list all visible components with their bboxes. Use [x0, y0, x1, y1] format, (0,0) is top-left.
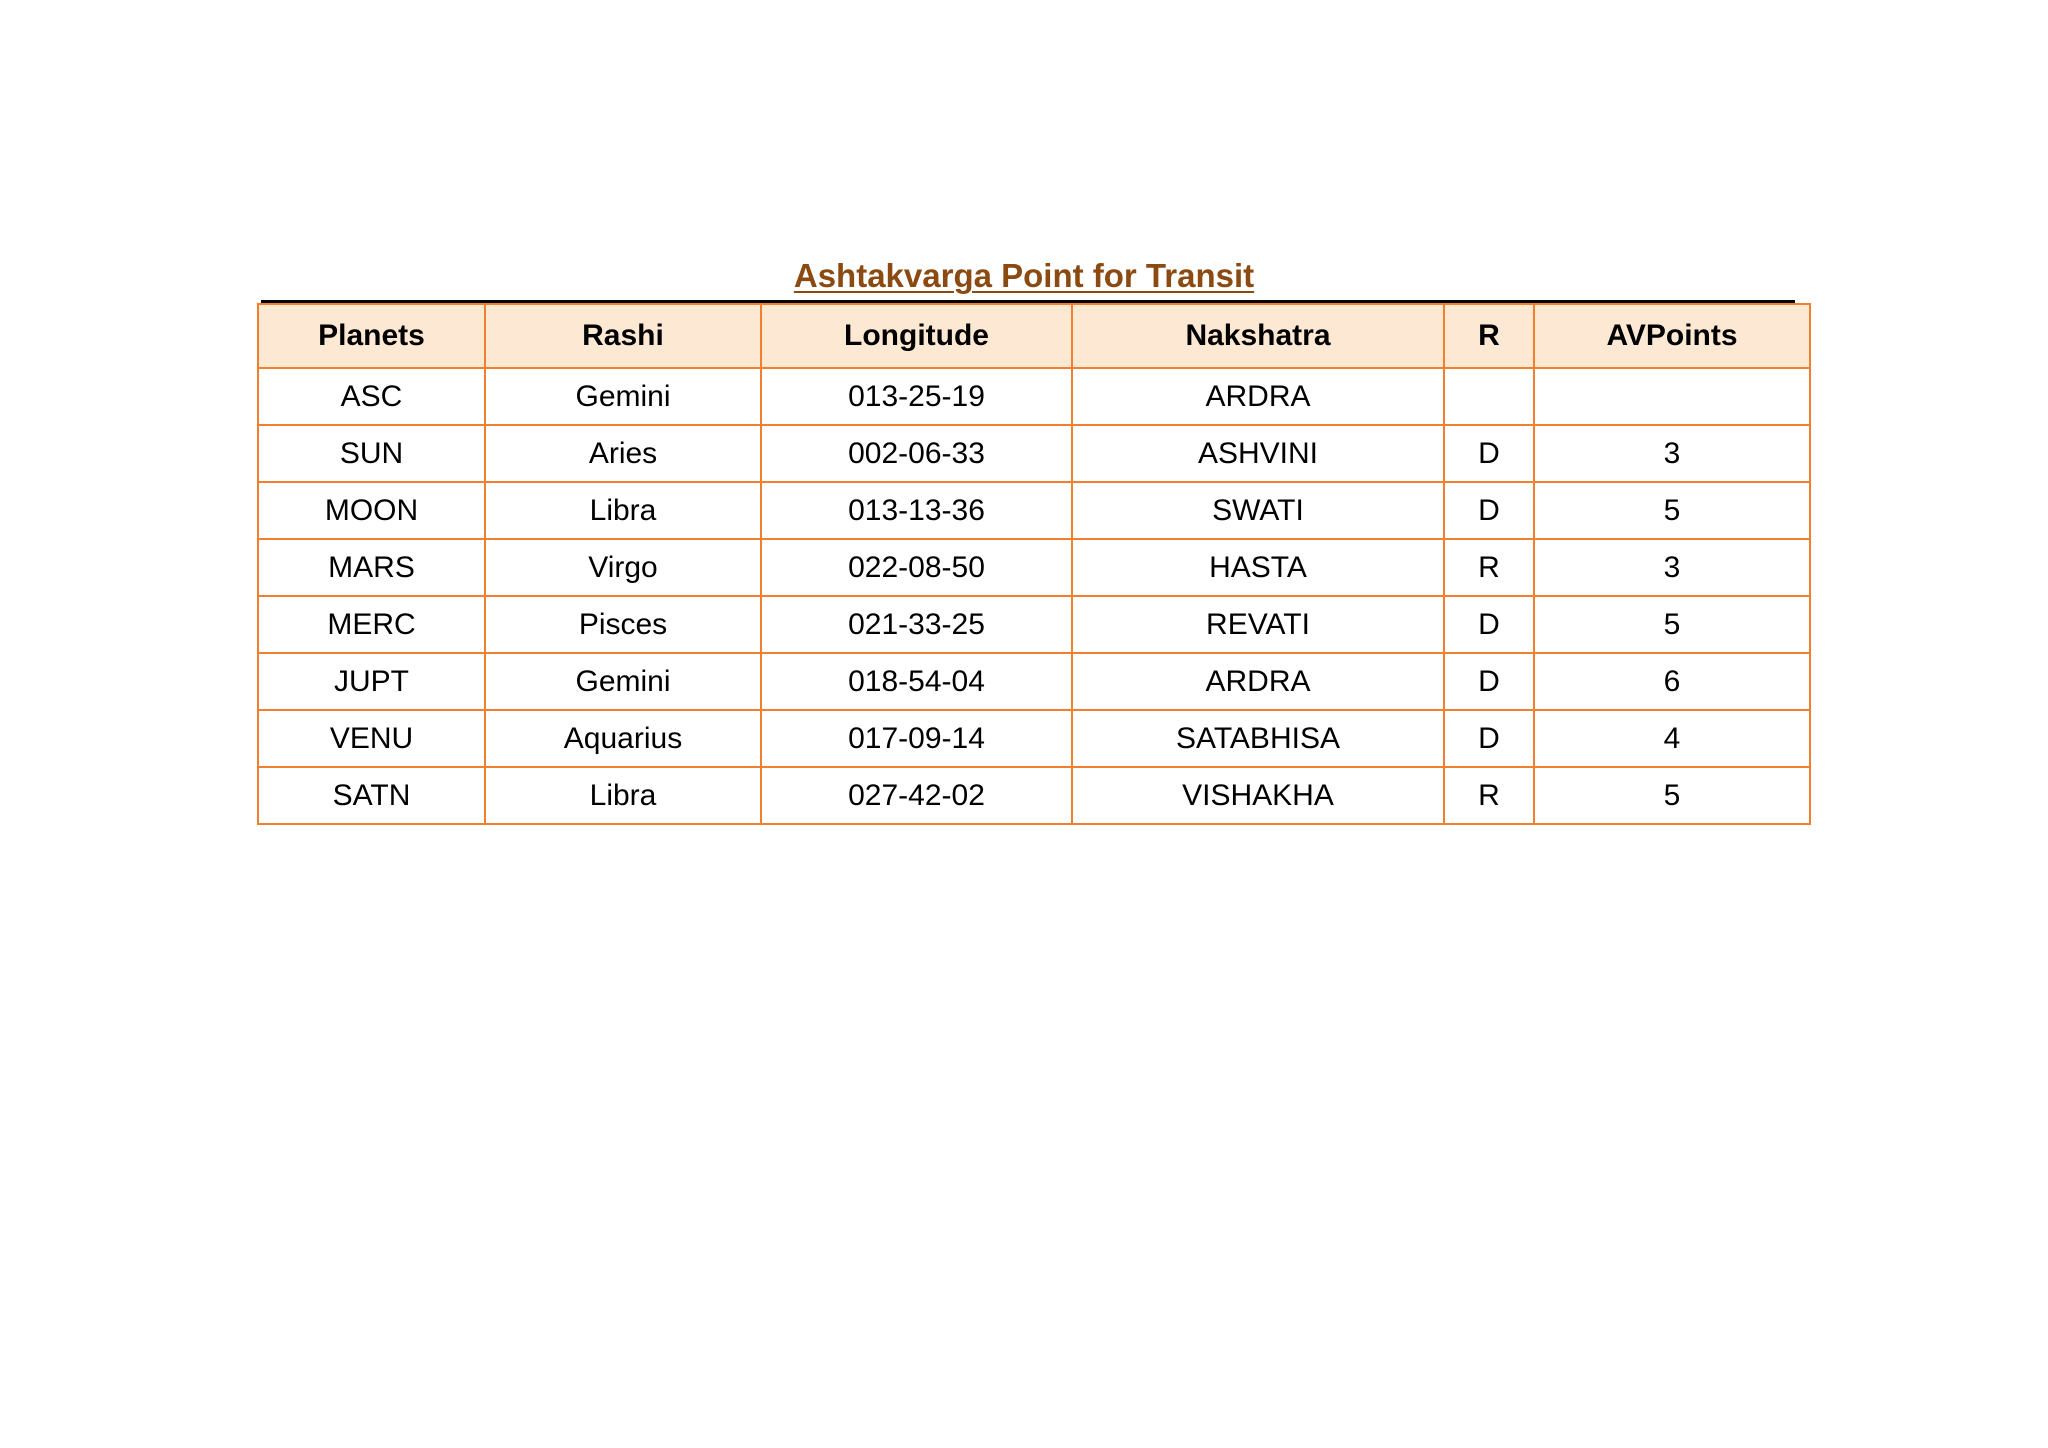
header-nakshatra: Nakshatra [1072, 304, 1444, 368]
cell-avpoints: 3 [1534, 425, 1810, 482]
cell-r: R [1444, 767, 1534, 824]
cell-longitude: 002-06-33 [761, 425, 1072, 482]
table-row [258, 653, 1810, 710]
table-row [258, 425, 1810, 482]
cell-planet: SATN [258, 767, 485, 824]
cell-rashi: Libra [485, 767, 761, 824]
page-title: Ashtakvarga Point for Transit [793, 257, 1255, 294]
cell-avpoints: 4 [1534, 710, 1810, 767]
cell-planet: MARS [258, 539, 485, 596]
cell-avpoints [1534, 368, 1810, 425]
cell-longitude: 022-08-50 [761, 539, 1072, 596]
table-row [258, 482, 1810, 539]
cell-avpoints: 6 [1534, 653, 1810, 710]
header-avpoints: AVPoints [1534, 304, 1810, 368]
table-row [258, 368, 1810, 425]
cell-nakshatra: REVATI [1072, 596, 1444, 653]
table-row [258, 596, 1810, 653]
cell-r: D [1444, 653, 1534, 710]
cell-r: D [1444, 482, 1534, 539]
ashtakvarga-table [257, 303, 1811, 825]
table-row [258, 710, 1810, 767]
table-row [258, 539, 1810, 596]
cell-planet: ASC [258, 368, 485, 425]
cell-rashi: Libra [485, 482, 761, 539]
cell-planet: MERC [258, 596, 485, 653]
header-row [258, 304, 1810, 368]
cell-nakshatra: SATABHISA [1072, 710, 1444, 767]
cell-longitude: 021-33-25 [761, 596, 1072, 653]
table-row [258, 767, 1810, 824]
cell-r: D [1444, 596, 1534, 653]
header-r: R [1444, 304, 1534, 368]
cell-longitude: 027-42-02 [761, 767, 1072, 824]
cell-nakshatra: ARDRA [1072, 653, 1444, 710]
cell-r [1444, 368, 1534, 425]
cell-avpoints: 5 [1534, 596, 1810, 653]
cell-nakshatra: VISHAKHA [1072, 767, 1444, 824]
cell-nakshatra: ASHVINI [1072, 425, 1444, 482]
cell-nakshatra: HASTA [1072, 539, 1444, 596]
cell-rashi: Aries [485, 425, 761, 482]
cell-rashi: Gemini [485, 368, 761, 425]
header-planets: Planets [258, 304, 485, 368]
cell-nakshatra: ARDRA [1072, 368, 1444, 425]
cell-longitude: 013-25-19 [761, 368, 1072, 425]
cell-avpoints: 3 [1534, 539, 1810, 596]
cell-nakshatra: SWATI [1072, 482, 1444, 539]
cell-planet: JUPT [258, 653, 485, 710]
header-rashi: Rashi [485, 304, 761, 368]
cell-r: R [1444, 539, 1534, 596]
cell-planet: SUN [258, 425, 485, 482]
cell-rashi: Pisces [485, 596, 761, 653]
cell-longitude: 018-54-04 [761, 653, 1072, 710]
cell-r: D [1444, 710, 1534, 767]
cell-rashi: Aquarius [485, 710, 761, 767]
cell-r: D [1444, 425, 1534, 482]
cell-rashi: Gemini [485, 653, 761, 710]
cell-avpoints: 5 [1534, 482, 1810, 539]
cell-avpoints: 5 [1534, 767, 1810, 824]
cell-planet: MOON [258, 482, 485, 539]
cell-rashi: Virgo [485, 539, 761, 596]
cell-longitude: 013-13-36 [761, 482, 1072, 539]
header-longitude: Longitude [761, 304, 1072, 368]
cell-longitude: 017-09-14 [761, 710, 1072, 767]
cell-planet: VENU [258, 710, 485, 767]
